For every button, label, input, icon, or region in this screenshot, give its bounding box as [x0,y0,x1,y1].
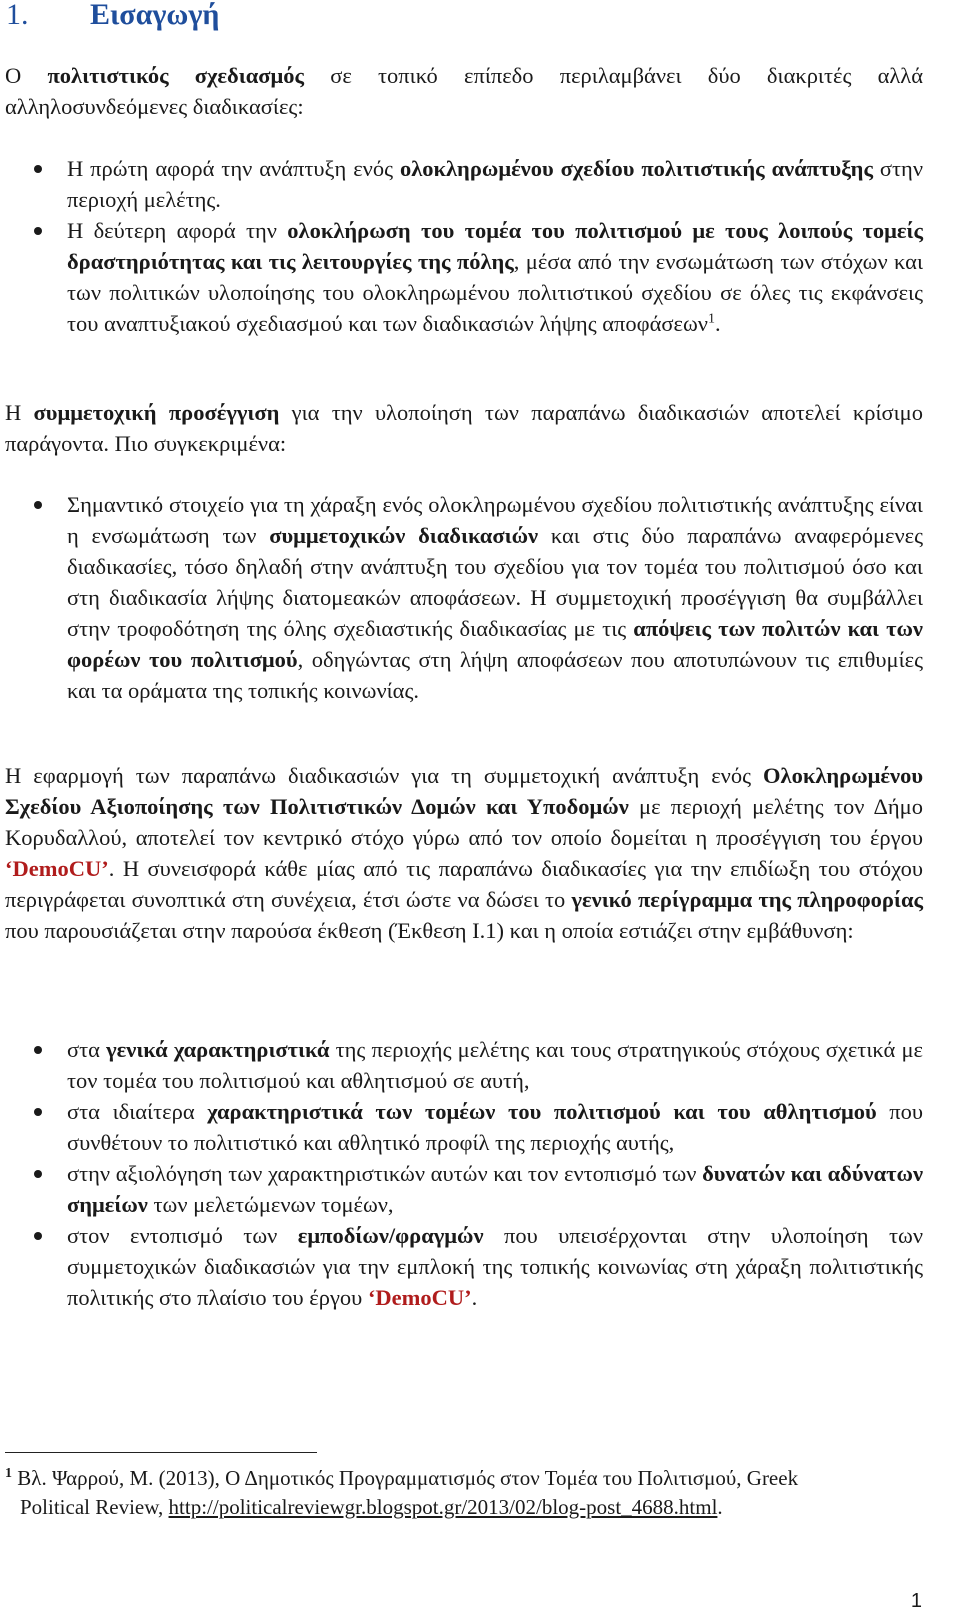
bold-term: ολοκληρωμένου σχεδίου πολιτιστικής ανάπτυξης [399,156,873,181]
bold-term: πολιτιστικός σχεδιασμός [47,63,304,88]
text-run: . Η συνεισφορά κάθε μίας από τις παραπάνω διαδικασίες για την επιδίωξη του στόχου περιγράφεται συνοπτικά στη συνέχεια, έτσι ώστε να δώσει το [5,856,923,912]
text-run: . [471,1285,478,1310]
text-run: Η [5,400,34,425]
text-run: των μελετώμενων τομέων, [147,1192,394,1217]
bold-term: χαρακτηριστικά των τομέων του πολιτισμού και του αθλητισμού [207,1099,877,1124]
text-run: με περιοχή μελέτης τον Δήμο Κορυδαλλού, αποτελεί τον κεντρικό στόχο γύρω από τον οποίο δομείται η προσέγγιση του έργου [5,794,923,850]
footnote-separator [5,1452,317,1453]
text-run: Ο [5,63,48,88]
section-heading [6,0,219,32]
list-item [0,1220,923,1313]
text-run: που συνθέτουν το πολιτιστικό και αθλητικό προφίλ της περιοχής αυτής, [67,1099,923,1155]
text-run: Η πρώτη αφορά την ανάπτυξη ενός [67,156,400,181]
list-item [0,153,923,215]
text-run: που υπεισέρχονται στην υλοποίηση των συμμετοχικών διαδικασιών για την εμπλοκή της τοπικής κοινωνίας στη χάραξη πολιτιστικής πολιτικής στο πλαίσιο του έργου [67,1223,923,1310]
text-run: της περιοχής μελέτης και τους στρατηγικούς στόχους σχετικά με τον τομέα του πολιτισμού και αθλητισμού σε αυτή, [67,1037,923,1093]
text-run: στα ιδιαίτερα [67,1099,208,1124]
footnote-reference: 1 [707,311,715,327]
list-item [0,1034,923,1096]
bold-term: ολοκλήρωση του τομέα του πολιτισμού με τους λοιπούς τομείς δραστηριότητας και τις λειτουργίες της πόλης [67,218,923,274]
text-run: στα [67,1037,107,1062]
application-paragraph [5,760,923,946]
list-item [0,215,923,339]
text-run: για την υλοποίηση των παραπάνω διαδικασιών αποτελεί κρίσιμο παράγοντα. Πιο συγκεκριμένα: [5,400,923,456]
bold-term: συμμετοχικών διαδικασιών [269,523,539,548]
participation-list [0,489,923,706]
footnote-mark: 1 [5,1466,12,1481]
text-run: στην αξιολόγηση των χαρακτηριστικών αυτών και τον εντοπισμό των [67,1161,703,1186]
text-run: που παρουσιάζεται στην παρούσα έκθεση (Έκθεση Ι.1) και η οποία εστιάζει στην εμβάθυνση: [5,918,854,943]
text-run: σε τοπικό επίπεδο περιλαμβάνει δύο διακριτές αλλά αλληλοσυνδεόμενες διαδικασίες: [5,63,923,119]
bold-term: γενικά χαρακτηριστικά [106,1037,330,1062]
focus-list [0,1034,923,1313]
text-run: στον εντοπισμό των [67,1223,298,1248]
text-run: Βλ. Ψαρρού, Μ. (2013), Ο Δημοτικός Προγραμματισμός στον Τομέα του Πολιτισμού, Greek [12,1466,799,1490]
text-run: Η εφαρμογή των παραπάνω διαδικασιών για τη συμμετοχική ανάπτυξη ενός [5,763,764,788]
project-name: ‘DemoCU’ [5,856,109,881]
text-run: . [714,311,721,336]
bold-term: εμποδίων/φραγμών [297,1223,484,1248]
page-number: 1 [910,1590,922,1612]
text-run: Η δεύτερη αφορά την [67,218,288,243]
bold-term: γενικό περίγραμμα της πληροφορίας [571,887,923,912]
section-title: Εισαγωγή [90,0,220,31]
text-run: . [717,1495,723,1519]
bold-term: συμμετοχική προσέγγιση [33,400,280,425]
project-name: ‘DemoCU’ [367,1285,472,1310]
text-run: , οδηγώντας στη λήψη αποφάσεων που αποτυπώνουν τις επιθυμίες και τα οράματα της τοπικής κοινωνίας. [67,647,924,703]
section-number: 1. [6,0,29,31]
process-list [0,153,923,339]
bold-term: απόψεις των πολιτών και των φορέων του πολιτισμού [67,616,923,672]
footnote [5,1464,930,1522]
bold-term: Ολοκληρωμένου Σχεδίου Αξιοποίησης των Πολιτιστικών Δομών και Υποδομών [5,763,923,819]
text-run: Σημαντικό στοιχείο για τη χάραξη ενός ολοκληρωμένου σχεδίου πολιτιστικής ανάπτυξης είναι η ενσωμάτωση των [67,492,923,548]
footnote-link[interactable]: http://politicalreviewgr.blogspot.gr/2013/02/blog-post_4688.html [168,1495,718,1519]
text-run: και στις δύο παραπάνω αναφερόμενες διαδικασίες, τόσο δηλαδή στην ανάπτυξη του σχεδίου για τον τομέα του πολιτισμού όσο και στη διαδικασία λήψης διατομεακών αποφάσεων. Η συμμετοχική προσέγγιση θα συμβάλλει στην τροφοδότηση της όλης σχεδιαστικής διαδικασίας με τις [67,523,923,641]
participatory-paragraph [5,397,923,459]
list-item [0,1096,923,1158]
text-run: , μέσα από την ενσωμάτωση των στόχων και των πολιτικών υλοποίησης του ολοκληρωμένου πολιτιστικού σχεδίου σε όλες τις εκφάνσεις του αναπτυξιακού σχεδιασμού και των διαδικασιών λήψης αποφάσεων [67,249,924,336]
text-run: στην περιοχή μελέτης. [67,156,923,212]
list-item [0,1158,923,1220]
intro-paragraph [5,60,923,122]
list-item [0,489,923,706]
text-run: Political Review, [20,1495,169,1519]
bold-term: δυνατών και αδύνατων σημείων [67,1161,923,1217]
